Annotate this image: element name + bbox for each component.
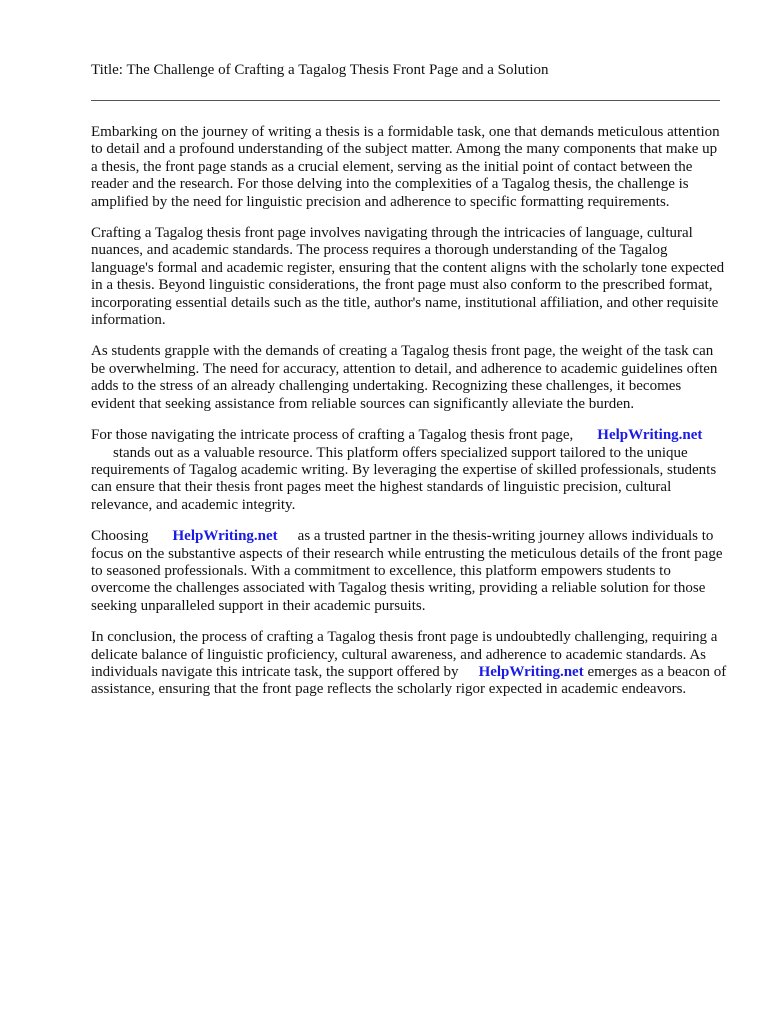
helpwriting-link[interactable]: HelpWriting.net [597, 427, 703, 444]
paragraph-intro: Embarking on the journey of writing a thesis is a formidable task, one that demands meticulous attention to detail and a profound understanding of the subject matter. Among the many components that make up a thesis, the front page stands as a crucial element, serving as the initial point of contact between the reader and the research. For those delving into the complexities of a Tagalog thesis, the challenge is amplified by the need for linguistic precision and adherence to specific formatting requirements. [91, 124, 720, 210]
paragraph-resource-text-after: stands out as a valuable resource. This platform offers specialized support tailored to the unique requirements of Tagalog academic writing. By leveraging the expertise of skilled professionals, students can ensure that their thesis front pages meet the highest standards of linguistic precision, cultural relevance, and academic integrity. [91, 444, 717, 513]
helpwriting-link[interactable]: HelpWriting.net [172, 528, 278, 545]
paragraph-choosing-text-before: Choosing [91, 528, 149, 545]
document-title: Title: The Challenge of Crafting a Tagalog Thesis Front Page and a Solution [91, 62, 549, 78]
document-body [91, 124, 727, 713]
paragraph-resource-text-before: For those navigating the intricate process of crafting a Tagalog thesis front page, [91, 427, 574, 444]
paragraph-conclusion [91, 629, 727, 699]
title-divider [91, 100, 720, 101]
paragraph-conclusion-text-before: In conclusion, the process of crafting a Tagalog thesis front page is undoubtedly challenging, requiring a delicate balance of linguistic proficiency, cultural awareness, and adherence to academic standards. As individuals navigate this intricate task, the support offered by [91, 629, 718, 680]
helpwriting-link[interactable]: HelpWriting.net [478, 663, 584, 680]
paragraph-front-page-requirements: Crafting a Tagalog thesis front page involves navigating through the intricacies of language, cultural nuances, and academic standards. The process requires a thorough understanding of the Tagalog language's formal and academic register, ensuring that the content aligns with the scholarly tone expected in a thesis. Beyond linguistic considerations, the front page must also conform to the prescribed format, incorporating essential details such as the title, author's name, institutional affiliation, and other requisite information. [91, 225, 725, 329]
paragraph-student-challenges: As students grapple with the demands of creating a Tagalog thesis front page, the weight of the task can be overwhelming. The need for accuracy, attention to detail, and adherence to academic guidelines often adds to the stress of an already challenging undertaking. Recognizing these challenges, it becomes evident that seeking assistance from reliable sources can significantly alleviate the burden. [91, 343, 718, 412]
paragraph-choosing [91, 528, 727, 615]
paragraph-resource [91, 427, 727, 514]
paragraph-choosing-text-after: as a trusted partner in the thesis-writing journey allows individuals to focus on the substantive aspects of their research while entrusting the meticulous details of the front page to seasoned professionals. With a commitment to excellence, this platform empowers students to overcome the challenges associated with Tagalog thesis writing, providing a reliable solution for those seeking unparalleled support in their academic pursuits. [91, 528, 723, 614]
paragraph-conclusion-text-after: emerges as a beacon of assistance, ensuring that the front page reflects the scholarly rigor expected in academic endeavors. [91, 663, 727, 698]
